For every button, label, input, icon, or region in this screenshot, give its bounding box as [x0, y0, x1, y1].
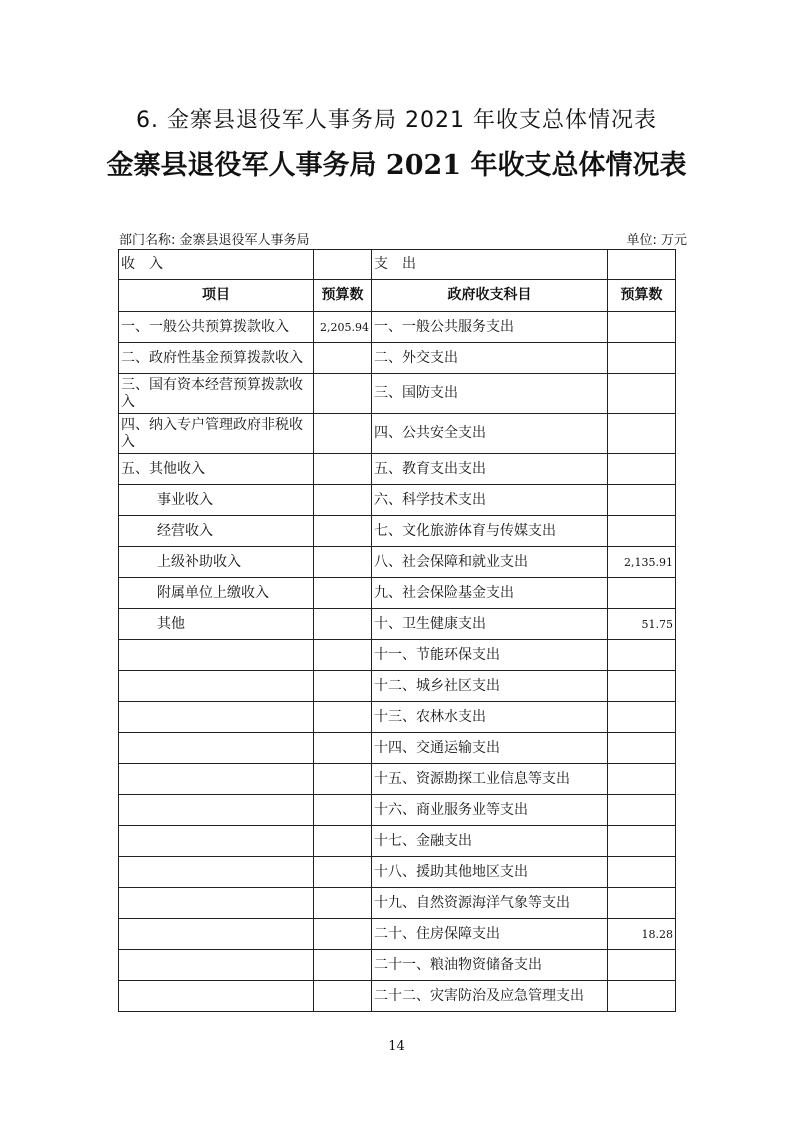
- expense-subject-cell: 二十一、粮油物资储备支出: [372, 950, 608, 981]
- income-item-cell: [119, 981, 314, 1012]
- table-row: [119, 826, 676, 857]
- income-value-cell: [314, 981, 372, 1012]
- expense-value-cell: [608, 671, 676, 702]
- table-section-header-row: [119, 250, 676, 280]
- table-row: [119, 950, 676, 981]
- income-value-cell: [314, 857, 372, 888]
- expense-value-cell: [608, 578, 676, 609]
- income-item-cell: [119, 733, 314, 764]
- income-value-cell: [314, 950, 372, 981]
- expense-value-cell: [608, 981, 676, 1012]
- expense-value-cell: [608, 950, 676, 981]
- income-header: 收 入: [119, 250, 314, 280]
- unit-label: 单位: 万元: [626, 233, 687, 248]
- expense-subject-cell: 十五、资源勘探工业信息等支出: [372, 764, 608, 795]
- table-row: [119, 640, 676, 671]
- income-value-cell: [314, 702, 372, 733]
- section-heading: 6. 金寨县退役军人事务局 2021 年收支总体情况表: [136, 108, 657, 133]
- income-value-cell: [314, 454, 372, 485]
- table-row: [119, 981, 676, 1012]
- expense-subject-cell: 四、公共安全支出: [372, 414, 608, 454]
- income-item-cell: [119, 671, 314, 702]
- income-item-cell: [119, 857, 314, 888]
- income-value-cell: [314, 374, 372, 414]
- table-row: [119, 343, 676, 374]
- column-header-budget-expense: 预算数: [608, 280, 676, 312]
- income-item-cell: 一、一般公共预算拨款收入: [119, 312, 314, 343]
- income-value-cell: [314, 640, 372, 671]
- expense-subject-cell: 二十二、灾害防治及应急管理支出: [372, 981, 608, 1012]
- expense-subject-cell: 十九、自然资源海洋气象等支出: [372, 888, 608, 919]
- expense-subject-cell: 二、外交支出: [372, 343, 608, 374]
- expense-subject-cell: 十七、金融支出: [372, 826, 608, 857]
- income-value-cell: [314, 826, 372, 857]
- expense-value-cell: [608, 516, 676, 547]
- income-value-cell: [314, 733, 372, 764]
- income-value-cell: [314, 888, 372, 919]
- table-row: [119, 857, 676, 888]
- income-value-cell: [314, 919, 372, 950]
- expense-subject-cell: 八、社会保障和就业支出: [372, 547, 608, 578]
- table-column-header-row: [119, 280, 676, 312]
- department-label: 部门名称: 金寨县退役军人事务局: [119, 233, 310, 248]
- income-item-cell: 二、政府性基金预算拨款收入: [119, 343, 314, 374]
- income-item-cell: 附属单位上缴收入: [119, 578, 314, 609]
- expense-subject-cell: 五、教育支出支出: [372, 454, 608, 485]
- expense-value-cell: [608, 702, 676, 733]
- table-row: [119, 454, 676, 485]
- table-row: [119, 795, 676, 826]
- table-row: [119, 547, 676, 578]
- budget-table: [118, 249, 676, 1012]
- table-row: [119, 578, 676, 609]
- expense-value-cell: 2,135.91: [608, 547, 676, 578]
- income-value-cell: [314, 764, 372, 795]
- expense-value-cell: [608, 454, 676, 485]
- expense-subject-cell: 十六、商业服务业等支出: [372, 795, 608, 826]
- expense-header-spacer: [608, 250, 676, 280]
- income-value-cell: [314, 343, 372, 374]
- expense-value-cell: [608, 640, 676, 671]
- income-value-cell: [314, 547, 372, 578]
- income-value-cell: 2,205.94: [314, 312, 372, 343]
- table-row: [119, 733, 676, 764]
- column-header-item: 项目: [119, 280, 314, 312]
- income-value-cell: [314, 485, 372, 516]
- table-row: [119, 764, 676, 795]
- column-header-subject: 政府收支科目: [372, 280, 608, 312]
- expense-value-cell: [608, 343, 676, 374]
- income-item-cell: 四、纳入专户管理政府非税收入: [119, 414, 314, 454]
- table-row: [119, 374, 676, 414]
- income-value-cell: [314, 578, 372, 609]
- income-header-spacer: [314, 250, 372, 280]
- expense-subject-cell: 九、社会保险基金支出: [372, 578, 608, 609]
- expense-value-cell: [608, 826, 676, 857]
- page-title: 金寨县退役军人事务局 2021 年收支总体情况表: [106, 150, 687, 181]
- table-row: [119, 888, 676, 919]
- column-header-budget-income: 预算数: [314, 280, 372, 312]
- expense-subject-cell: 十二、城乡社区支出: [372, 671, 608, 702]
- expense-subject-cell: 七、文化旅游体育与传媒支出: [372, 516, 608, 547]
- income-item-cell: [119, 826, 314, 857]
- expense-value-cell: 51.75: [608, 609, 676, 640]
- table-row: [119, 702, 676, 733]
- income-item-cell: 五、其他收入: [119, 454, 314, 485]
- expense-value-cell: [608, 764, 676, 795]
- expense-value-cell: [608, 733, 676, 764]
- expense-value-cell: 18.28: [608, 919, 676, 950]
- page-number: 14: [388, 1039, 405, 1054]
- income-item-cell: [119, 640, 314, 671]
- income-value-cell: [314, 795, 372, 826]
- table-row: [119, 671, 676, 702]
- income-item-cell: [119, 919, 314, 950]
- expense-subject-cell: 二十、住房保障支出: [372, 919, 608, 950]
- income-item-cell: 事业收入: [119, 485, 314, 516]
- expense-subject-cell: 十三、农林水支出: [372, 702, 608, 733]
- expense-value-cell: [608, 374, 676, 414]
- expense-header: 支 出: [372, 250, 608, 280]
- expense-subject-cell: 十一、节能环保支出: [372, 640, 608, 671]
- expense-value-cell: [608, 312, 676, 343]
- income-item-cell: 其他: [119, 609, 314, 640]
- income-item-cell: 三、国有资本经营预算拨款收入: [119, 374, 314, 414]
- expense-subject-cell: 一、一般公共服务支出: [372, 312, 608, 343]
- expense-value-cell: [608, 857, 676, 888]
- expense-value-cell: [608, 795, 676, 826]
- expense-subject-cell: 十、卫生健康支出: [372, 609, 608, 640]
- expense-subject-cell: 十八、援助其他地区支出: [372, 857, 608, 888]
- expense-subject-cell: 十四、交通运输支出: [372, 733, 608, 764]
- income-item-cell: [119, 764, 314, 795]
- table-row: [119, 485, 676, 516]
- income-item-cell: [119, 888, 314, 919]
- table-row: [119, 414, 676, 454]
- expense-value-cell: [608, 414, 676, 454]
- income-value-cell: [314, 609, 372, 640]
- income-item-cell: 经营收入: [119, 516, 314, 547]
- income-item-cell: [119, 950, 314, 981]
- income-item-cell: [119, 795, 314, 826]
- expense-subject-cell: 三、国防支出: [372, 374, 608, 414]
- table-row: [119, 516, 676, 547]
- income-value-cell: [314, 414, 372, 454]
- table-row: [119, 312, 676, 343]
- income-item-cell: 上级补助收入: [119, 547, 314, 578]
- income-item-cell: [119, 702, 314, 733]
- expense-subject-cell: 六、科学技术支出: [372, 485, 608, 516]
- table-row: [119, 919, 676, 950]
- expense-value-cell: [608, 485, 676, 516]
- table-row: [119, 609, 676, 640]
- income-value-cell: [314, 671, 372, 702]
- income-value-cell: [314, 516, 372, 547]
- expense-value-cell: [608, 888, 676, 919]
